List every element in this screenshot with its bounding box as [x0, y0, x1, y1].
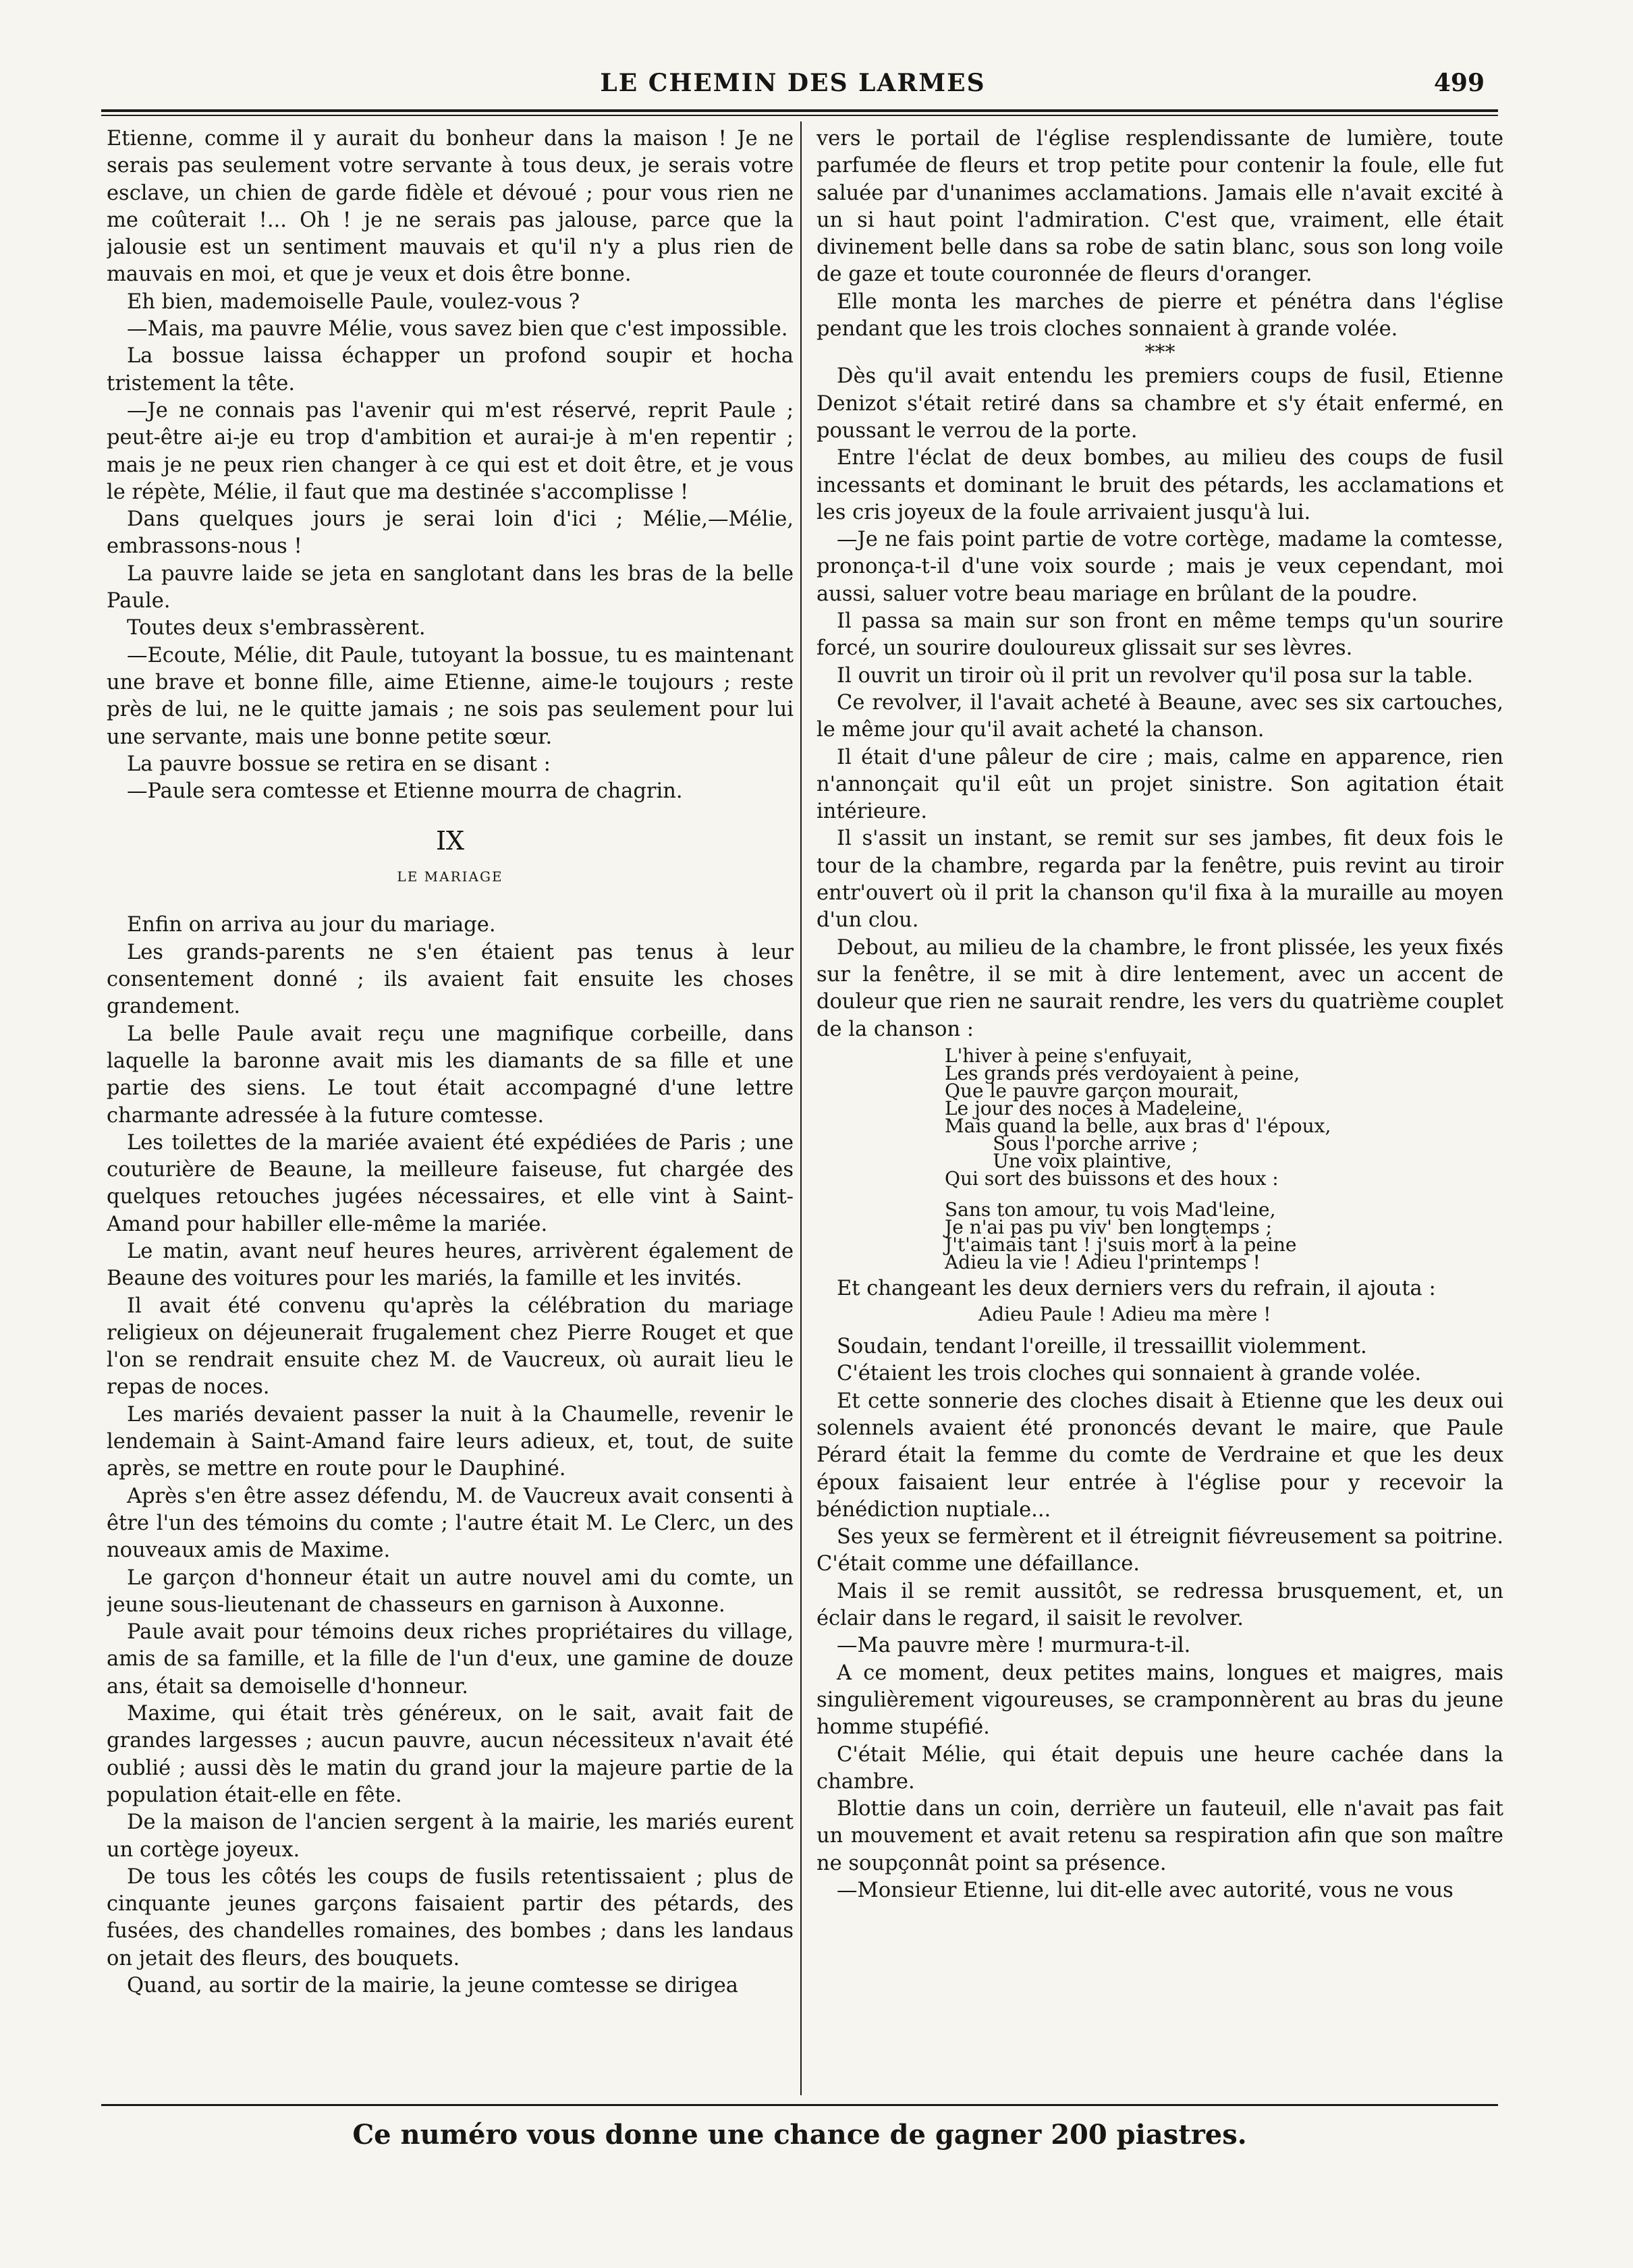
paragraph: Les mariés devaient passer la nuit à la Chaumelle, revenir le lendemain à Saint-Amand faire leurs adieux, et, tout, de suite après, se mettre en route pour le Dauphiné. — [107, 1402, 794, 1481]
song-verse — [945, 1044, 1503, 1273]
paragraph: C'étaient les trois cloches qui sonnaient à grande volée. — [837, 1362, 1422, 1386]
verse-line: Les grands prés verdoyaient à peine, — [945, 1061, 1300, 1084]
paragraph: vers le portail de l'église resplendissante de lumière, toute parfumée de fleurs et trop petite pour contenir la foule, elle fut saluée par d'unanimes acclamations. Jamais elle n'avait excité à un si haut point l'admiration. C'est que, vraiment, elle était divinement belle dans sa robe de satin blanc, sous son long voile de gaze et toute couronnée de fleurs d'oranger. — [817, 127, 1503, 287]
paragraph: Entre l'éclat de deux bombes, au milieu des coups de fusil incessants et dominant le bruit des pétards, les acclamations et les cris joyeux de la foule arrivaient jusqu'à lui. — [817, 446, 1503, 524]
paragraph: Il s'assit un instant, se remit sur ses jambes, fit deux fois le tour de la chambre, regarda par la fenêtre, puis revint au tiroir entr'ouvert où il prit la chanson qu'il fixa à la muraille au moyen d'un clou. — [817, 827, 1503, 933]
paragraph: Après s'en être assez défendu, M. de Vaucreux avait consenti à être l'un des témoins du comte ; l'autre était M. Le Clerc, un des nouveaux amis de Maxime. — [107, 1484, 794, 1563]
page-header — [101, 69, 1485, 109]
paragraph: La belle Paule avait reçu une magnifique corbeille, dans laquelle la baronne avait mis les diamants de sa fille et une partie des siens. Le tout était accompagné d'une lettre charmante adressée à la future comtesse. — [107, 1022, 794, 1128]
paragraph: De tous les côtés les coups de fusils retentissaient ; plus de cinquante jeunes garçons faisaient partir des pétards, des fusées, des chandelles romaines, des bombes ; dans les landaus on jetait des fleurs, des bouquets. — [107, 1864, 794, 1970]
verse-line: Qui sort des buissons et des houx : — [945, 1167, 1279, 1190]
paragraph: Quand, au sortir de la mairie, la jeune comtesse se dirigea — [127, 1974, 738, 1997]
paragraph: —Je ne fais point partie de votre cortège, madame la comtesse, prononça-t-il d'une voix sourde ; mais je veux cependant, moi aussi, saluer votre beau mariage en brûlant de la poudre. — [817, 528, 1503, 606]
paragraph: Il était d'une pâleur de cire ; mais, calme en apparence, rien n'annonçait qu'il eût un projet sinistre. Son agitation était intérieure. — [817, 745, 1503, 824]
verse-line: Que le pauvre garçon mourait, — [945, 1079, 1240, 1102]
paragraph: C'était Mélie, qui était depuis une heure cachée dans la chambre. — [817, 1742, 1503, 1794]
paragraph: A ce moment, deux petites mains, longues et maigres, mais singulièrement vigoureuses, se cramponnèrent au bras du jeune homme stupéfié. — [817, 1661, 1503, 1740]
verse-line: L'hiver à peine s'enfuyait, — [945, 1044, 1193, 1067]
section-break-asterism: *** — [1144, 341, 1175, 365]
refrain-verse — [978, 1305, 1503, 1324]
verse-line: Adieu ma mère ! — [1111, 1303, 1271, 1326]
paragraph: Les toilettes de la mariée avaient été expédiées de Paris ; une couturière de Beaune, la meilleure faiseuse, fut chargée des quelques retouches jugées nécessaires, et elle vint à Saint-Amand pour habiller elle-même la mariée. — [107, 1130, 794, 1236]
paragraph: La pauvre laide se jeta en sanglotant dans les bras de la belle Paule. — [107, 561, 794, 613]
paragraph: La bossue laissa échapper un profond soupir et hocha tristement la tête. — [107, 344, 794, 395]
paragraph: Et cette sonnerie des cloches disait à Etienne que les deux oui solennels avaient été prononcés devant le maire, que Paule Pérard était la femme du comte de Verdraine et que les deux époux faisaient leur entrée à l'église pour y recevoir la bénédiction nuptiale... — [817, 1389, 1503, 1522]
paragraph: Toutes deux s'embrassèrent. — [127, 616, 426, 640]
verse-line: Le jour des noces à Madeleine, — [945, 1097, 1243, 1119]
paragraph: Il passa sa main sur son front en même temps qu'un sourire forcé, un sourire douloureux glissait sur ses lèvres. — [817, 609, 1503, 661]
verse-line: Mais quand la belle, aux bras d' l'époux, — [945, 1114, 1331, 1137]
paragraph: Dans quelques jours je serai loin d'ici ; Mélie,—Mélie, embrassons-nous ! — [107, 507, 794, 559]
left-column — [107, 126, 794, 2096]
chapter-title: LE MARIAGE — [397, 868, 503, 885]
paragraph: Ce revolver, il l'avait acheté à Beaune, avec ses six cartouches, le même jour qu'il avait acheté la chanson. — [817, 690, 1503, 742]
paragraph: Et changeant les deux derniers vers du refrain, il ajouta : — [837, 1276, 1436, 1300]
right-column — [817, 126, 1503, 2096]
paragraph: Dès qu'il avait entendu les premiers coups de fusil, Etienne Denizot s'était retiré dans sa chambre et s'y était enfermé, en poussant le verrou de la porte. — [817, 364, 1503, 443]
paragraph: Maxime, qui était très généreux, on le sait, avait fait de grandes largesses ; aucun pauvre, aucun nécessiteux n'avait été oublié ; aussi dès le matin du grand jour la majeure partie de la population était-elle en fête. — [107, 1702, 794, 1807]
running-title: LE CHEMIN DES LARMES — [600, 69, 986, 97]
paragraph: —Je ne connais pas l'avenir qui m'est réservé, reprit Paule ; peut-être ai-je eu trop d'ambition et aurai-je à m'en repentir ; mais je ne peux rien changer à ce qui est et doit être, et je vous le répète, Mélie, il faut que ma destinée s'accomplisse ! — [107, 398, 794, 504]
paragraph: —Monsieur Etienne, lui dit-elle avec autorité, vous ne vous — [837, 1879, 1454, 1903]
paragraph: —Mais, ma pauvre Mélie, vous savez bien que c'est impossible. — [127, 317, 788, 341]
footer-banner: Ce numéro vous donne une chance de gagner 200 piastres. — [352, 2119, 1247, 2151]
paragraph: Etienne, comme il y aurait du bonheur dans la maison ! Je ne serais pas seulement votre servante à tous deux, je serais votre esclave, un chien de garde fidèle et dévoué ; pour vous rien ne me coûterait !... Oh ! je ne serais pas jalouse, parce que la jalousie est un sentiment mauvais et qu'il n'y a plus rien de mauvais en moi, et que je veux et dois être bonne. — [107, 127, 794, 287]
paragraph: —Ecoute, Mélie, dit Paule, tutoyant la bossue, tu es maintenant une brave et bonne fille, aime Etienne, aime-le toujours ; reste près de lui, ne le quitte jamais ; ne sois pas seulement pour lui une servante, mais une bonne petite sœur. — [107, 643, 794, 749]
column-divider — [800, 121, 802, 2095]
paragraph: Blottie dans un coin, derrière un fauteuil, elle n'avait pas fait un mouvement et avait retenu sa respiration afin que son maître ne soupçonnât point sa présence. — [817, 1797, 1503, 1875]
paragraph: De la maison de l'ancien sergent à la mairie, les mariés eurent un cortège joyeux. — [107, 1810, 794, 1862]
page-number: 499 — [1433, 69, 1485, 97]
paragraph: Paule avait pour témoins deux riches propriétaires du village, amis de sa famille, et la fille de l'un d'eux, une gamine de douze ans, était sa demoiselle d'honneur. — [107, 1620, 794, 1698]
verse-line: Sans ton amour, tu vois Mad'leine, — [945, 1198, 1276, 1221]
paragraph: Enfin on arriva au jour du mariage. — [127, 913, 496, 937]
paragraph: Eh bien, mademoiselle Paule, voulez-vous ? — [127, 289, 580, 314]
paragraph: Les grands-parents ne s'en étaient pas tenus à leur consentement donné ; ils avaient fait ensuite les choses grandement. — [107, 940, 794, 1019]
paragraph: Ses yeux se fermèrent et il étreignit fiévreusement sa poitrine. C'était comme une défaillance. — [817, 1525, 1503, 1576]
paragraph: Le garçon d'honneur était un autre nouvel ami du comte, un jeune sous-lieutenant de chasseurs en garnison à Auxonne. — [107, 1566, 794, 1617]
paragraph: Le matin, avant neuf heures heures, arrivèrent également de Beaune des voitures pour les mariés, la famille et les invités. — [107, 1239, 794, 1291]
paragraph: Debout, au milieu de la chambre, le front plissée, les yeux fixés sur la fenêtre, il se mit à dire lentement, avec un accent de douleur que rien ne saurait rendre, les vers du quatrième couplet de la chanson : — [817, 935, 1503, 1041]
footer-rule — [101, 2104, 1498, 2106]
verse-line: Adieu Paule ! — [978, 1303, 1106, 1326]
verse-line: J't'aimais tant ! j'suis mort à la peine — [945, 1233, 1297, 1256]
header-rule-thin — [101, 115, 1498, 116]
verse-line: Je n'ai pas pu viv' ben longtemps ; — [945, 1215, 1273, 1238]
header-rule — [101, 109, 1498, 112]
paragraph: —Paule sera comtesse et Etienne mourra de chagrin. — [127, 779, 683, 804]
paragraph: Soudain, tendant l'oreille, il tressaillit violemment. — [837, 1335, 1367, 1359]
verse-line: Adieu la vie ! Adieu l'printemps ! — [945, 1250, 1261, 1273]
paragraph: Il avait été convenu qu'après la célébration du mariage religieux on déjeunerait frugalement chez Pierre Rouget et que l'on se rendrait ensuite chez M. de Vaucreux, où aurait lieu le repas de noces. — [107, 1294, 794, 1400]
verse-line: Une voix plaintive, — [945, 1149, 1172, 1172]
paragraph: —Ma pauvre mère ! murmura-t-il. — [837, 1634, 1191, 1658]
paragraph: Mais il se remit aussitôt, se redressa brusquement, et, un éclair dans le regard, il saisit le revolver. — [817, 1579, 1503, 1631]
chapter-number: IX — [435, 826, 465, 856]
paragraph: La pauvre bossue se retira en se disant : — [127, 752, 551, 776]
paragraph: Il ouvrit un tiroir où il prit un revolver qu'il posa sur la table. — [837, 663, 1474, 688]
verse-line: Sous l'porche arrive ; — [945, 1132, 1198, 1155]
paragraph: Elle monta les marches de pierre et pénétra dans l'église pendant que les trois cloches sonnaient à grande volée. — [817, 289, 1503, 341]
